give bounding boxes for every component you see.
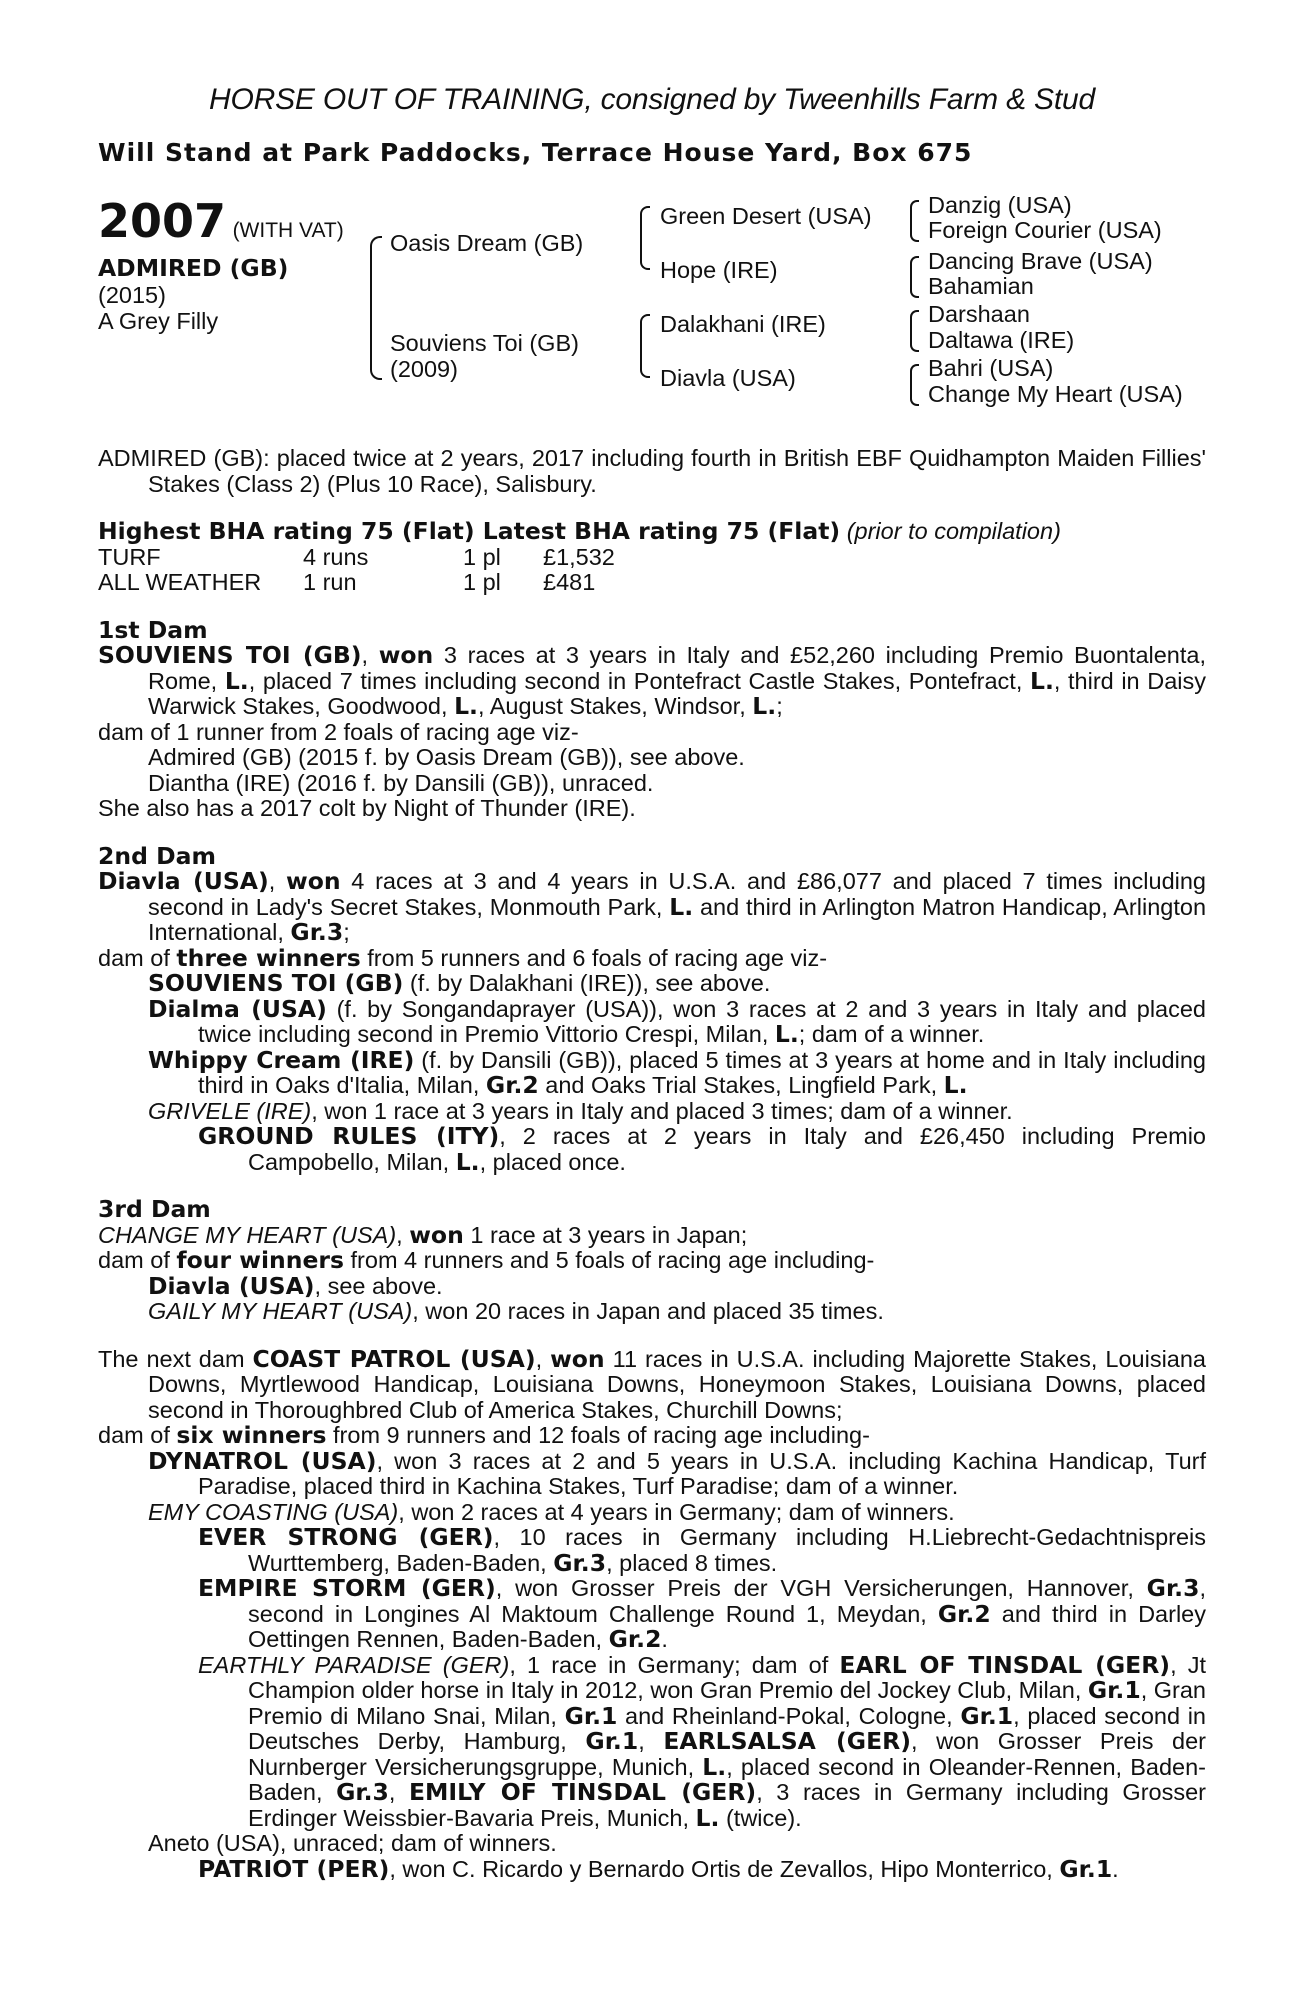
third-dam-section <box>98 1197 1206 1325</box>
listed-mark: L. <box>669 892 694 921</box>
dam-produce-summary <box>98 1248 1206 1274</box>
record-text: 4 races at 3 and 4 years in U.S.A. and £86,077 and placed 7 times including second in Lady's Secret Stakes, Monmouth Park, <box>148 868 1206 920</box>
lot-number: 2007 <box>98 194 227 248</box>
first-dam-section <box>98 615 1207 822</box>
record-text: dam of <box>98 944 177 971</box>
pedigree-sire: Oasis Dream (GB) <box>390 230 584 256</box>
gg-brace-3 <box>910 310 919 352</box>
progeny-entry <box>98 1124 1206 1175</box>
record-text: dam of <box>98 1247 177 1273</box>
lot-number-line <box>98 196 344 246</box>
record-text: (f. by Dalakhani (IRE)), see above. <box>403 970 771 996</box>
listed-mark: L. <box>454 692 478 720</box>
record-text: 1 race at 3 years in Japan; <box>463 1221 748 1248</box>
progeny-entry <box>98 1099 1206 1125</box>
pedigree-gg-4: Bahamian <box>928 273 1034 299</box>
record-text: ; dam of a winner. <box>798 1021 985 1047</box>
dam-produce-summary <box>98 1423 1206 1449</box>
pedigree-sire-dam: Hope (IRE) <box>660 257 778 283</box>
record-text: from 5 runners and 6 foals of racing age viz- <box>360 944 828 971</box>
gg-brace-2 <box>910 256 919 298</box>
section-title: 3rd Dam <box>98 1195 211 1223</box>
progeny-name: EMY COASTING (USA) <box>148 1498 399 1525</box>
rating-row <box>98 545 1206 571</box>
record-text: from 9 runners and 12 foals of racing age including- <box>326 1422 870 1448</box>
record-text: , placed second in Oleander-Rennen, Baden-Baden, <box>248 1753 1206 1805</box>
progeny-name: GROUND RULES (ITY) <box>198 1122 500 1150</box>
progeny-name: EARL OF TINSDAL (GER) <box>839 1650 1171 1679</box>
pedigree-gg-1: Danzig (USA) <box>928 192 1072 218</box>
listed-mark: L. <box>455 1147 480 1176</box>
record-text: , won Grosser Preis der VGH Versicherungen, Hannover, <box>495 1575 1147 1601</box>
dam-produce-summary: dam of 1 runner from 2 foals of racing age viz- <box>98 718 579 745</box>
record-text: , won C. Ricardo y Bernardo Ortis de Zevallos, Hipo Monterrico, <box>389 1855 1060 1882</box>
winner-count: three winners <box>176 943 361 972</box>
record-text: , won 2 races at 4 years in Germany; dam of winners. <box>398 1498 955 1525</box>
winner-count: four winners <box>176 1246 344 1274</box>
foaling-year: (2015) <box>98 282 166 308</box>
second-dam-section <box>98 841 1207 1176</box>
pedigree-dam: Souviens Toi (GB) <box>390 330 579 356</box>
progeny-entry: Admired (GB) (2015 f. by Oasis Dream (GB)), see above. <box>148 744 745 770</box>
sire-dam-brace <box>370 236 382 380</box>
record-text: 11 races in U.S.A. including Majorette Stakes, Louisiana Downs, Myrtlewood Handicap, Louisiana Downs, Honeymoon Stakes, Louisiana Downs, placed second in Thoroughbred Club of America Stakes, Churchill Downs; <box>148 1345 1207 1423</box>
record-text: ; <box>776 693 783 719</box>
pedigree-gg-6: Daltawa (IRE) <box>928 327 1075 353</box>
pedigree-table <box>98 192 1206 446</box>
rating-runs: 4 runs <box>303 543 369 570</box>
record-text: (twice). <box>719 1804 802 1831</box>
progeny-name: EMPIRE STORM (GER) <box>198 1574 496 1602</box>
produce-note: She also has a 2017 colt by Night of Thunder (IRE). <box>98 795 636 821</box>
rating-block <box>98 519 1206 596</box>
pedigree-gg-3: Dancing Brave (USA) <box>928 248 1153 274</box>
record-text: from 4 runners and 5 foals of racing age including- <box>344 1247 875 1273</box>
vat-note: (WITH VAT) <box>232 219 344 242</box>
progeny-name: EMILY OF TINSDAL (GER) <box>408 1778 757 1806</box>
consignor-heading: HORSE OUT OF TRAINING, consigned by Tweenhills Farm & Stud <box>209 83 1095 116</box>
group-mark: Gr.2 <box>608 1625 662 1653</box>
gg-brace-1 <box>910 200 919 242</box>
record-text: , <box>388 1779 409 1805</box>
rating-placed: 1 pl <box>463 569 501 595</box>
progeny-entry <box>98 1525 1206 1576</box>
record-text: ; <box>343 919 350 945</box>
rating-line <box>98 519 1206 545</box>
won-label: won <box>409 1220 464 1249</box>
record-text: , placed 8 times. <box>606 1549 778 1576</box>
group-mark: Gr.2 <box>937 1599 991 1628</box>
progeny-name: Whippy Cream (IRE) <box>148 1045 415 1074</box>
group-mark: Gr.3 <box>1146 1574 1200 1602</box>
record-text: , won 3 races at 2 and 5 years in U.S.A. including Kachina Handicap, Turf Paradise, placed third in Kachina Stakes, Turf Paradise; dam of a winner. <box>198 1447 1206 1499</box>
pedigree-sire-sire: Green Desert (USA) <box>660 203 872 229</box>
progeny-entry <box>98 1299 1206 1325</box>
won-label: won <box>550 1344 605 1373</box>
rating-placed: 1 pl <box>463 543 501 570</box>
record-text: , won Grosser Preis der Nurnberger Versicherungsgruppe, Munich, <box>248 1728 1206 1780</box>
progeny-entry <box>98 1045 1206 1099</box>
horse-name: ADMIRED (GB) <box>98 254 289 282</box>
progeny-name: EARLSALSA (GER) <box>663 1727 911 1755</box>
record-text: , 3 races in Germany including Grosser Erdinger Weissbier-Bavaria Preis, Munich, <box>248 1779 1206 1831</box>
progeny-entry <box>98 1650 1207 1832</box>
progeny-entry <box>98 971 1206 997</box>
record-text: , Gran Premio di Milano Snai, Milan, <box>248 1677 1207 1729</box>
record-text: , third in Daisy Warwick Stakes, Goodwood, <box>148 667 1206 719</box>
listed-mark: L. <box>943 1071 968 1099</box>
pedigree-gg-7: Bahri (USA) <box>928 355 1054 381</box>
record-text: , second in Longines Al Maktoum Challenge Round 1, Meydan, <box>248 1575 1206 1627</box>
record-text: , August Stakes, Windsor, <box>477 693 753 719</box>
progeny-name: EVER STRONG (GER) <box>198 1523 494 1551</box>
progeny-entry <box>98 1271 1206 1300</box>
listed-mark: L. <box>224 666 249 695</box>
group-mark: Gr.1 <box>564 1701 618 1730</box>
rating-surface: ALL WEATHER <box>98 569 262 595</box>
record-text: , <box>638 1728 664 1754</box>
pedigree-dam-dam: Diavla (USA) <box>660 365 796 391</box>
progeny-name: Dialma (USA) <box>148 994 327 1023</box>
rating-runs: 1 run <box>303 569 357 595</box>
record-text: , placed once. <box>479 1148 626 1175</box>
listed-mark: L. <box>1029 666 1054 695</box>
progeny-entry: Aneto (USA), unraced; dam of winners. <box>148 1830 557 1856</box>
listed-mark: L. <box>702 1752 727 1781</box>
rating-surface: TURF <box>98 543 161 570</box>
progeny-name: PATRIOT (PER) <box>198 1854 390 1883</box>
group-mark: Gr.3 <box>290 918 344 946</box>
progeny-name: Diavla (USA) <box>148 1271 315 1300</box>
won-label: won <box>378 641 434 669</box>
dam-name: Diavla (USA) <box>98 867 269 895</box>
listed-mark: L. <box>774 1020 799 1048</box>
rating-prize: £1,532 <box>543 543 615 570</box>
section-title: 2nd Dam <box>98 841 216 870</box>
pedigree-gg-8: Change My Heart (USA) <box>928 381 1183 407</box>
won-label: won <box>285 867 341 895</box>
record-text: . <box>1112 1855 1119 1882</box>
record-text: dam of <box>98 1422 177 1448</box>
record-text: The next dam <box>98 1345 253 1372</box>
progeny-name: DYNATROL (USA) <box>148 1446 377 1475</box>
catalogue-page <box>98 82 1206 1882</box>
record-text: , placed second in Deutsches Derby, Hamburg, <box>248 1702 1206 1754</box>
record-text: 3 races at 3 years in Italy and £52,260 including Premio Buontalenta, Rome, <box>148 642 1207 694</box>
stand-location: Will Stand at Park Paddocks, Terrace House Yard, Box 675 <box>98 138 973 167</box>
rating-note: (prior to compilation) <box>846 518 1061 544</box>
progeny-entry <box>98 1446 1206 1500</box>
record-text: , 2 races at 2 years in Italy and £26,450 including Premio Campobello, Milan, <box>248 1123 1206 1175</box>
progeny-name: EARTHLY PARADISE (GER) <box>198 1651 510 1678</box>
dam-record: The next dam COAST PATROL (USA), won 11 races in U.S.A. including Majorette Stakes, Louisiana Downs, Myrtlewood Handicap, Louisiana Downs, Honeymoon Stakes, Louisiana Downs, placed second in Thoroughbred Club of America Stakes, Churchill Downs; <box>98 1344 1207 1423</box>
progeny-entry <box>98 1500 1206 1526</box>
pedigree-gg-5: Darshaan <box>928 301 1030 327</box>
progeny-name: GAILY MY HEART (USA) <box>148 1298 413 1324</box>
progeny-entry <box>98 994 1206 1048</box>
section-title: 1st Dam <box>98 615 208 644</box>
rating-text: Highest BHA rating 75 (Flat) Latest BHA rating 75 (Flat) <box>98 517 841 545</box>
progeny-name: GRIVELE (IRE) <box>148 1097 312 1124</box>
dam-name: COAST PATROL (USA) <box>252 1344 536 1373</box>
dam-record: Diavla (USA), won 4 races at 3 and 4 years in U.S.A. and £86,077 and placed 7 times including second in Lady's Secret Stakes, Monmouth Park, L. and third in Arlington Matron Handicap, Arlington International, Gr.3; <box>98 867 1207 946</box>
record-text: and Rheinland-Pokal, Cologne, <box>617 1702 961 1729</box>
progeny-entry: Diantha (IRE) (2016 f. by Dansili (GB)), unraced. <box>148 769 654 796</box>
record-text: and Oaks Trial Stakes, Lingfield Park, <box>538 1072 944 1098</box>
group-mark: Gr.3 <box>336 1778 389 1806</box>
dam-produce-summary <box>98 943 1206 972</box>
group-mark: Gr.1 <box>1087 1676 1141 1704</box>
listed-mark: L. <box>752 692 777 720</box>
group-mark: Gr.3 <box>553 1548 607 1577</box>
record-text: and third in Darley Oettingen Rennen, Baden-Baden, <box>248 1600 1206 1652</box>
listed-mark: L. <box>695 1803 720 1832</box>
winner-count: six winners <box>176 1421 327 1449</box>
progeny-entry <box>98 1576 1206 1653</box>
rating-prize: £481 <box>543 569 596 595</box>
rating-row <box>98 570 1206 596</box>
next-dam-section <box>98 1344 1207 1883</box>
pedigree-dam-year: (2009) <box>390 356 458 382</box>
record-text: , see above. <box>314 1272 443 1299</box>
record-text: , 10 races in Germany including H.Liebrecht-Gedachtnispreis Wurttemberg, Baden-Baden, <box>248 1524 1207 1576</box>
dam-name: CHANGE MY HEART (USA) <box>98 1221 397 1248</box>
record-text: . <box>661 1626 668 1652</box>
group-mark: Gr.2 <box>485 1071 539 1099</box>
progeny-name: SOUVIENS TOI (GB) <box>148 969 404 997</box>
pedigree-dam-sire: Dalakhani (IRE) <box>660 311 826 337</box>
record-text: and third in Arlington Matron Handicap, Arlington International, <box>148 893 1207 945</box>
record-text: (f. by Dansili (GB)), placed 5 times at 3 years at home and in Italy including third in Oaks d'Italia, Milan, <box>198 1046 1206 1098</box>
dam-name: SOUVIENS TOI (GB) <box>98 641 362 669</box>
record-text: , Jt Champion older horse in Italy in 2012, won Gran Premio del Jockey Club, Milan, <box>248 1651 1207 1703</box>
sire-line-brace <box>640 206 650 270</box>
dam-record: CHANGE MY HEART (USA), won 1 race at 3 years in Japan; <box>98 1220 748 1249</box>
record-text: , won 1 race at 3 years in Italy and placed 3 times; dam of a winner. <box>311 1097 1013 1124</box>
record-text: , 1 race in Germany; dam of <box>509 1651 840 1678</box>
group-mark: Gr.1 <box>960 1701 1014 1730</box>
group-mark: Gr.1 <box>1059 1854 1113 1883</box>
race-summary: ADMIRED (GB): placed twice at 2 years, 2017 including fourth in British EBF Quidhampton Maiden Fillies' Stakes (Class 2) (Plus 10 Race), Salisbury. <box>98 445 1206 497</box>
group-mark: Gr.1 <box>585 1727 639 1755</box>
dam-line-brace <box>640 314 650 378</box>
record-text: (f. by Songandaprayer (USA)), won 3 races at 2 and 3 years in Italy and placed twice including second in Premio Vittorio Crespi, Milan, <box>198 995 1206 1047</box>
pedigree-gg-2: Foreign Courier (USA) <box>928 217 1162 243</box>
progeny-entry <box>98 1854 1206 1883</box>
gg-brace-4 <box>910 364 919 406</box>
horse-description: A Grey Filly <box>98 308 219 334</box>
dam-record: SOUVIENS TOI (GB), won 3 races at 3 years in Italy and £52,260 including Premio Buontalenta, Rome, L., placed 7 times including second in Pontefract Castle Stakes, Pontefract, L., third in Daisy Warwick Stakes, Goodwood, L., August Stakes, Windsor, L.; <box>98 641 1207 720</box>
record-text: , placed 7 times including second in Pontefract Castle Stakes, Pontefract, <box>248 667 1030 694</box>
record-text: , won 20 races in Japan and placed 35 times. <box>412 1298 884 1324</box>
